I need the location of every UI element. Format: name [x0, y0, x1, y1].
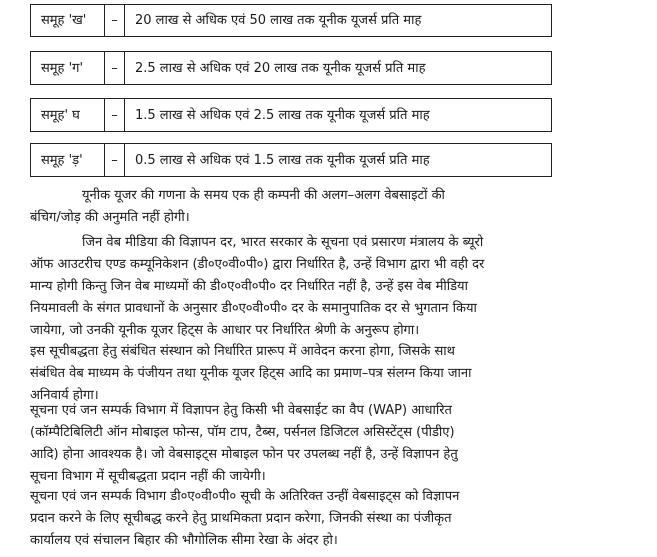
description-cell: 2.5 लाख से अधिक एवं 20 लाख तक यूनीक यूजर्स प्रति माह	[135, 60, 426, 76]
table-row	[30, 143, 552, 177]
description-cell: 20 लाख से अधिक एवं 50 लाख तक यूनीक यूजर्स प्रति माह	[135, 13, 422, 28]
text-line: (कॉम्पैटिबिलिटी ऑन मोबाइल फोन्स, पॉम टाप, टैब्स, पर्सनल डिजिटल असिस्टेंट्स (पीडीए)	[30, 425, 455, 440]
text-line: जिन वेब मीडिया की विज्ञापन दर, भारत सरकार के सूचना एवं प्रसारण मंत्रालय के ब्यूरो	[82, 235, 484, 250]
text-line: सूचना विभाग में सूचीबद्धता प्रदान नहीं की जायेगी।	[30, 469, 266, 484]
text-line: मान्य होगी किन्तु जिन वेब माध्यमों की डी०ए०वी०पी० दर निर्धारित नहीं है, उन्हें इस वेब मीडिया	[30, 279, 468, 294]
text-line: कार्यालय एवं संचालन बिहार की भौगोलिक सीमा रेखा के अंदर हो।	[30, 533, 338, 548]
dash-cell: –	[105, 5, 125, 36]
table-row	[30, 4, 552, 37]
table-row	[30, 98, 552, 132]
text-line: अनिवार्य होगा।	[30, 388, 99, 403]
dash-cell: –	[105, 52, 125, 84]
group-cell: समूह 'ग'	[31, 52, 105, 84]
text-line: संबंधित वेब माध्यम के पंजीयन तथा यूनीक यूजर हिट्स आदि का प्रमाण–पत्र संलग्न किया जाना	[30, 366, 472, 381]
text-line: यूनीक यूजर की गणना के समय एक ही कम्पनी की अलग–अलग वेबसाइटों की	[82, 188, 445, 203]
text-line: आदि) होना आवश्यक है। जो वेबसाइट्स मोबाइल फोन पर उपलब्ध नहीं है, उन्हें विज्ञापन हेतु	[30, 447, 458, 462]
table-row	[30, 51, 552, 85]
group-cell: समूह' घ	[31, 99, 105, 131]
dash-cell: –	[105, 99, 125, 131]
group-cell: समूह 'ख'	[31, 5, 105, 36]
paragraph-priority-bihar	[30, 486, 640, 552]
paragraph-application	[30, 341, 640, 407]
paragraph-wap-requirement	[30, 400, 640, 488]
dash-cell: –	[105, 144, 125, 176]
group-cell: समूह 'ड़'	[31, 144, 105, 176]
paragraph-unique-user-count	[30, 185, 640, 229]
description-cell: 0.5 लाख से अधिक एवं 1.5 लाख तक यूनीक यूजर्स प्रति माह	[135, 152, 430, 168]
text-line: जायेगा, जो उनकी यूनीक यूजर हिट्स के आधार पर निर्धारित श्रेणी के अनुरूप होगा।	[30, 323, 420, 338]
text-line: ऑफ आउटरीच एण्ड कम्यूनिकेशन (डी०ए०वी०पी०) द्वारा निर्धारित है, उन्हें विभाग द्वारा भी वही दर	[30, 257, 485, 272]
text-line: सूचना एवं जन सम्पर्क विभाग डी०ए०वी०पी० सूची के अतिरिक्त उन्हीं वेबसाइट्स को विज्ञापन	[30, 489, 460, 504]
text-line: सूचना एवं जन सम्पर्क विभाग में विज्ञापन हेतु किसी भी वेबसाईट का वैप (WAP) आधारित	[30, 403, 452, 418]
text-line: प्रदान करने के लिए सूचीबद्ध करने हेतु प्राथमिकता प्रदान करेगा, जिनकी संस्था का पंजीकृत	[30, 511, 452, 526]
text-line: इस सूचीबद्धता हेतु संबंधित संस्थान को निर्धारित प्रारूप में आवेदन करना होगा, जिसके साथ	[30, 344, 455, 359]
description-cell: 1.5 लाख से अधिक एवं 2.5 लाख तक यूनीक यूजर्स प्रति माह	[135, 107, 430, 123]
text-line: नियमावली के संगत प्रावधानों के अनुसार डी०ए०वी०पी० दर के समानुपातिक दर से भुगतान किया	[30, 301, 477, 316]
paragraph-advertising-rate	[30, 232, 640, 342]
text-line: बंचिग/जोड़ की अनुमति नहीं होगी।	[30, 210, 190, 225]
